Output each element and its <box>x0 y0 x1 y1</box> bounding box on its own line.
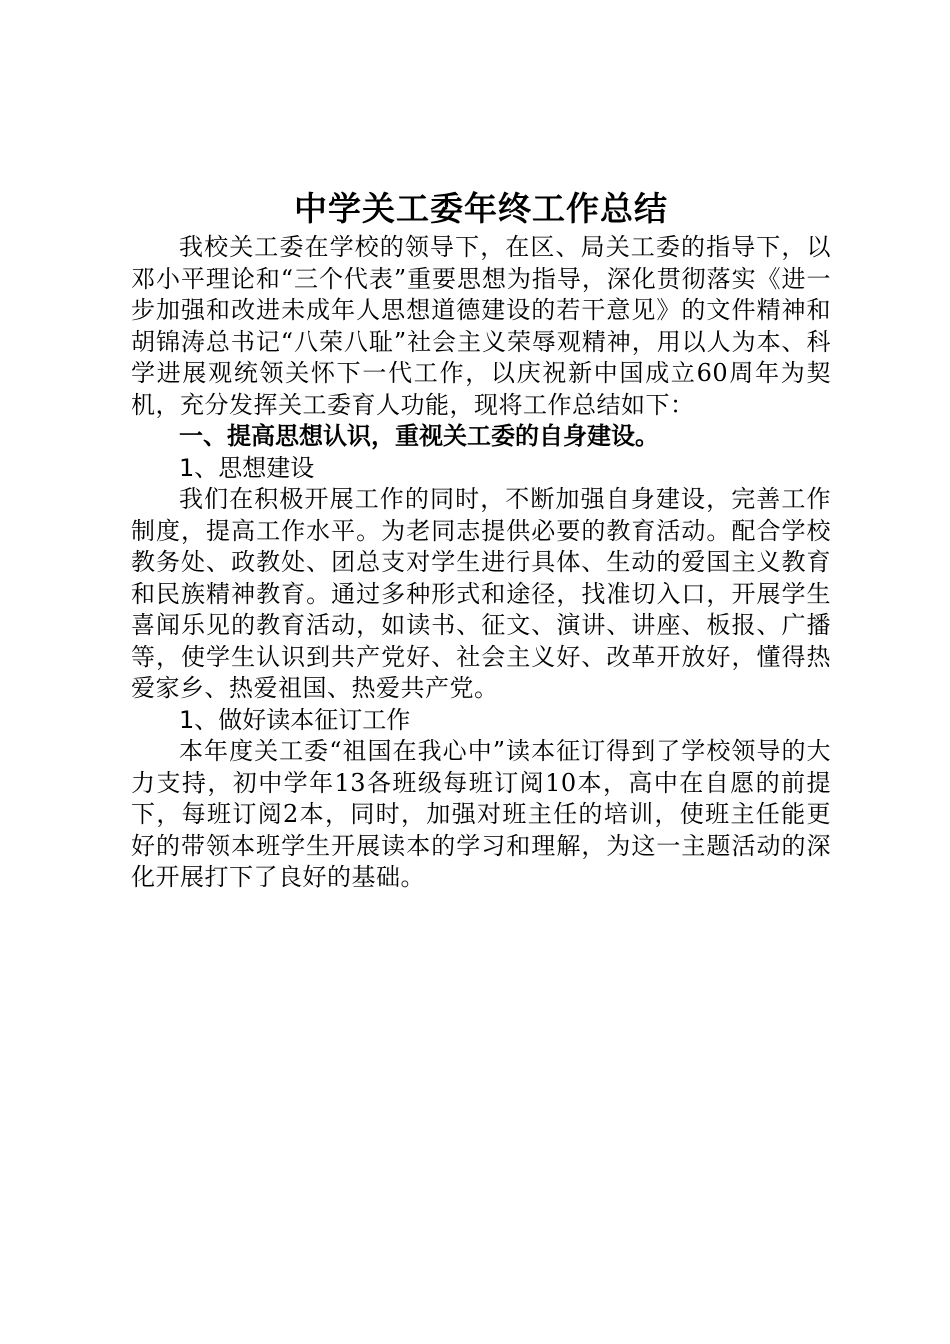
subsection-heading-thought-building: 1、思想建设 <box>179 453 315 482</box>
thought-building-paragraph: 我们在积极开展工作的同时，不断加强自身建设，完善工作制度，提高工作水平。为老同志提供必要的教育活动。配合学校教务处、政教处、团总支对学生进行具体、生动的爱国主义教育和民族精神教育。通过多种形式和途径，找准切入口，开展学生喜闻乐见的教育活动，如读书、征文、演讲、讲座、板报、广播等，使学生认识到共产党好、社会主义好、改革开放好，懂得热爱家乡、热爱祖国、热爱共产党。 <box>131 485 831 702</box>
section-heading-1: 一、提高思想认识，重视关工委的自身建设。 <box>179 422 659 450</box>
intro-paragraph: 我校关工委在学校的领导下，在区、局关工委的指导下，以邓小平理论和“三个代表”重要思想为指导，深化贯彻落实《进一步加强和改进未成年人思想道德建设的若干意见》的文件精神和胡锦涛总书记“八荣八耻”社会主义荣辱观精神，用以人为本、科学进展观统领关怀下一代工作，以庆祝新中国成立60周年为契机，充分发挥关工委育人功能，现将工作总结如下： <box>131 233 831 419</box>
document-body <box>131 186 831 894</box>
document-title: 中学关工委年终工作总结 <box>294 189 668 228</box>
reader-subscription-paragraph: 本年度关工委“祖国在我心中”读本征订得到了学校领导的大力支持，初中学年13各班级每班订阅10本，高中在自愿的前提下，每班订阅2本，同时，加强对班主任的培训，使班主任能更好的带领本班学生开展读本的学习和理解，为这一主题活动的深化开展打下了良好的基础。 <box>131 737 831 891</box>
subsection-heading-reader-subscription: 1、做好读本征订工作 <box>179 705 411 734</box>
